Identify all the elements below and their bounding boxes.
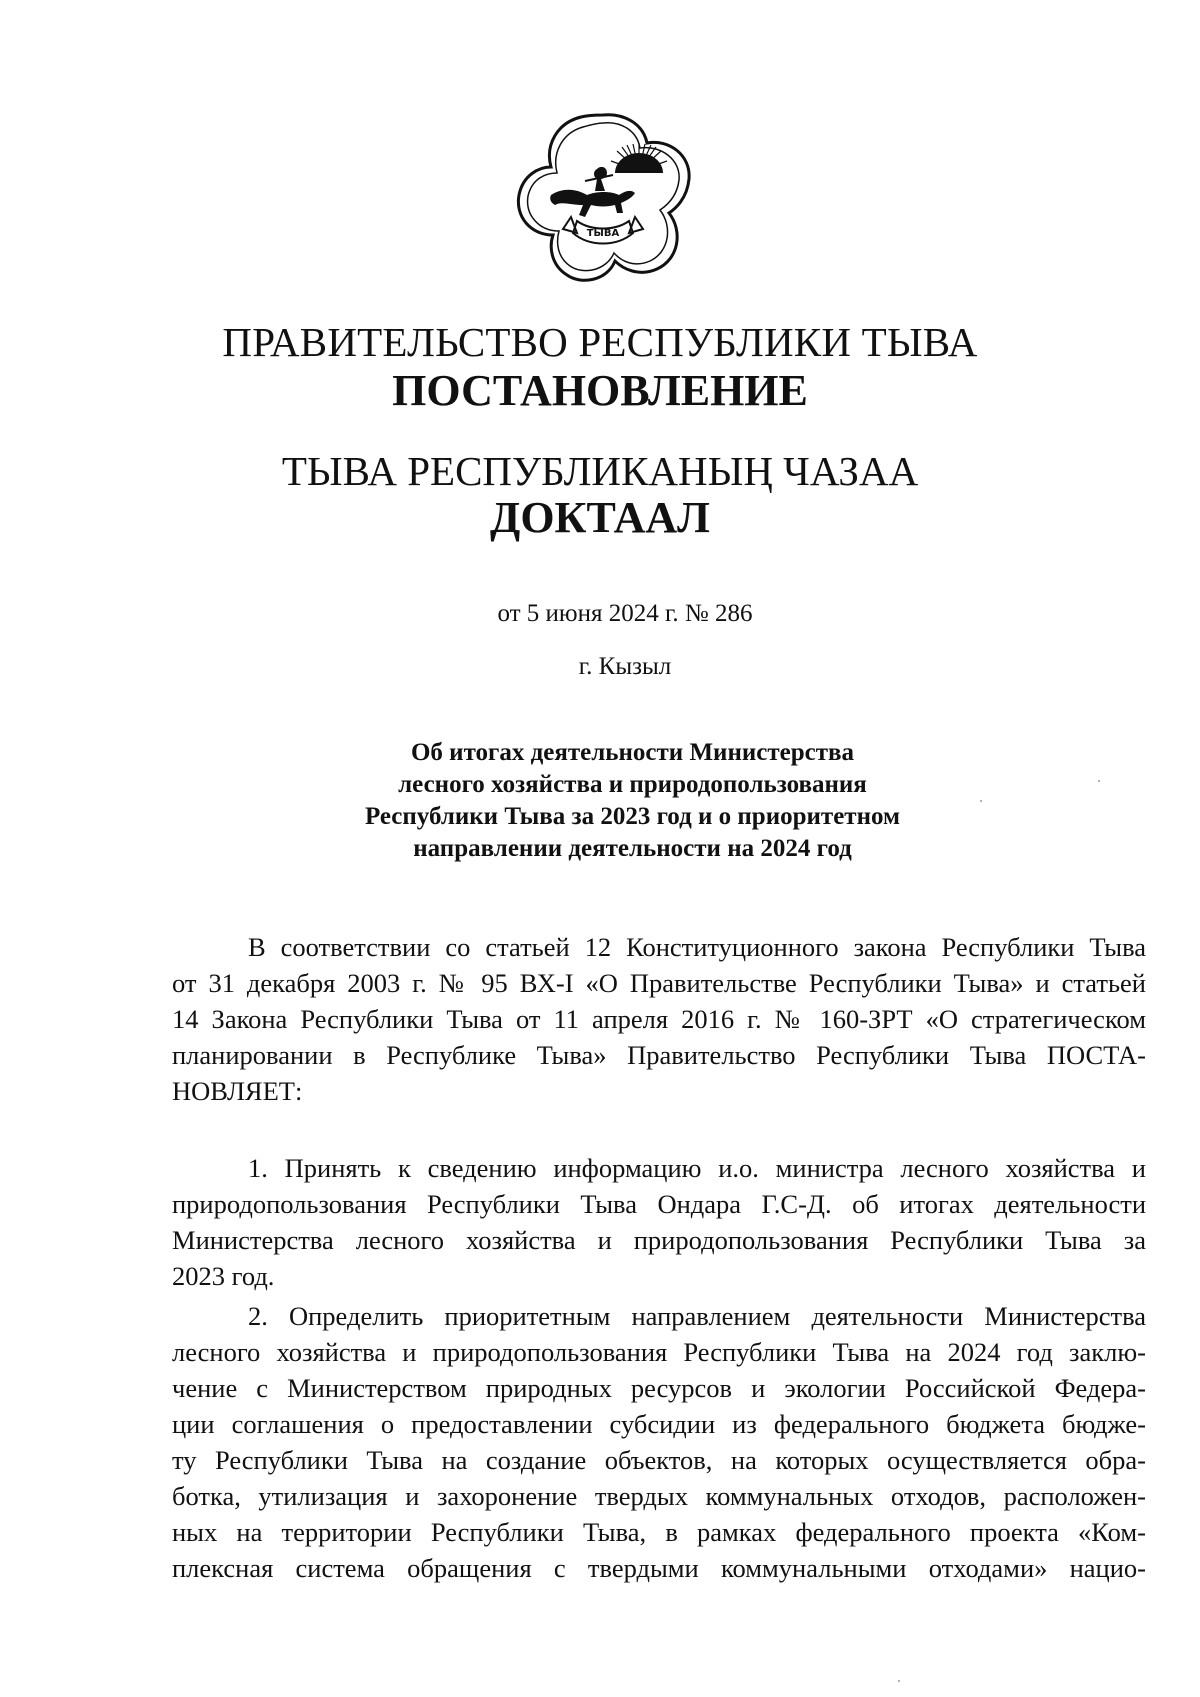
text-line: Министерства лесного хозяйства и природопользования Республики Тыва за — [172, 1225, 1146, 1255]
text-line: 2. Определить приоритетным направлением деятельности Министерства — [248, 1301, 1146, 1331]
text-line: ту Республики Тыва на создание объектов, на которых осуществляется обра- — [172, 1445, 1146, 1475]
text-line: НОВЛЯЕТ: — [172, 1076, 303, 1106]
government-name-tyv: ТЫВА РЕСПУБЛИКАНЫҢ ЧАЗАА — [281, 448, 919, 494]
text-line: 2023 год. — [172, 1261, 275, 1291]
tuva-coat-of-arms-icon — [511, 109, 695, 287]
text-line: 14 Закона Республики Тыва от 11 апреля 2016 г. № 160-ЗРТ «О стратегическом — [172, 1004, 1146, 1034]
title-line: лесного хозяйства и природопользования — [398, 771, 867, 798]
text-line: ных на территории Республики Тыва, в рамках федерального проекта «Ком- — [172, 1517, 1146, 1547]
scan-speck — [1098, 780, 1100, 782]
text-line: планировании в Республике Тыва» Правительство Республики Тыва ПОСТА- — [172, 1040, 1146, 1070]
government-name-ru: ПРАВИТЕЛЬСТВО РЕСПУБЛИКИ ТЫВА — [222, 319, 978, 365]
title-line: Об итогах деятельности Министерства — [410, 739, 855, 766]
text-line: плексная система обращения с твердыми коммунальными отходами» нацио- — [172, 1553, 1146, 1583]
text-line: от 31 декабря 2003 г. № 95 ВХ-I «О Правительстве Республики Тыва» и статьей — [172, 968, 1146, 998]
title-line: направлении деятельности на 2024 год — [413, 835, 852, 862]
document-place: г. Кызыл — [578, 653, 672, 680]
text-line: лесного хозяйства и природопользования Республики Тыва на 2024 год заклю- — [172, 1337, 1146, 1367]
svg-text:ТЫВА: ТЫВА — [586, 228, 620, 239]
title-line: Республики Тыва за 2023 год и о приоритетном — [364, 803, 901, 830]
scan-speck — [898, 1680, 900, 1682]
item-1-paragraph — [172, 1150, 1146, 1294]
item-2-paragraph — [172, 1298, 1146, 1586]
scan-speck — [980, 800, 982, 802]
text-line: ции соглашения о предоставлении субсидии из федерального бюджета бюдже- — [172, 1409, 1146, 1439]
text-line: 1. Принять к сведению информацию и.о. министра лесного хозяйства и — [248, 1153, 1146, 1183]
text-line: ботка, утилизация и захоронение твердых коммунальных отходов, расположен- — [172, 1481, 1146, 1511]
document-type-ru: ПОСТАНОВЛЕНИЕ — [392, 366, 808, 415]
text-line: чение с Министерством природных ресурсов и экологии Российской Федера- — [172, 1373, 1146, 1403]
document-type-tyv: ДОКТААЛ — [490, 493, 710, 542]
text-line: В соответствии со статьей 12 Конституционного закона Республики Тыва — [248, 932, 1146, 962]
document-title — [300, 737, 965, 865]
preamble-paragraph — [172, 929, 1146, 1109]
document-date-number: от 5 июня 2024 г. № 286 — [497, 600, 753, 627]
text-line: природопользования Республики Тыва Ондара Г.С-Д. об итогах деятельности — [172, 1189, 1146, 1219]
